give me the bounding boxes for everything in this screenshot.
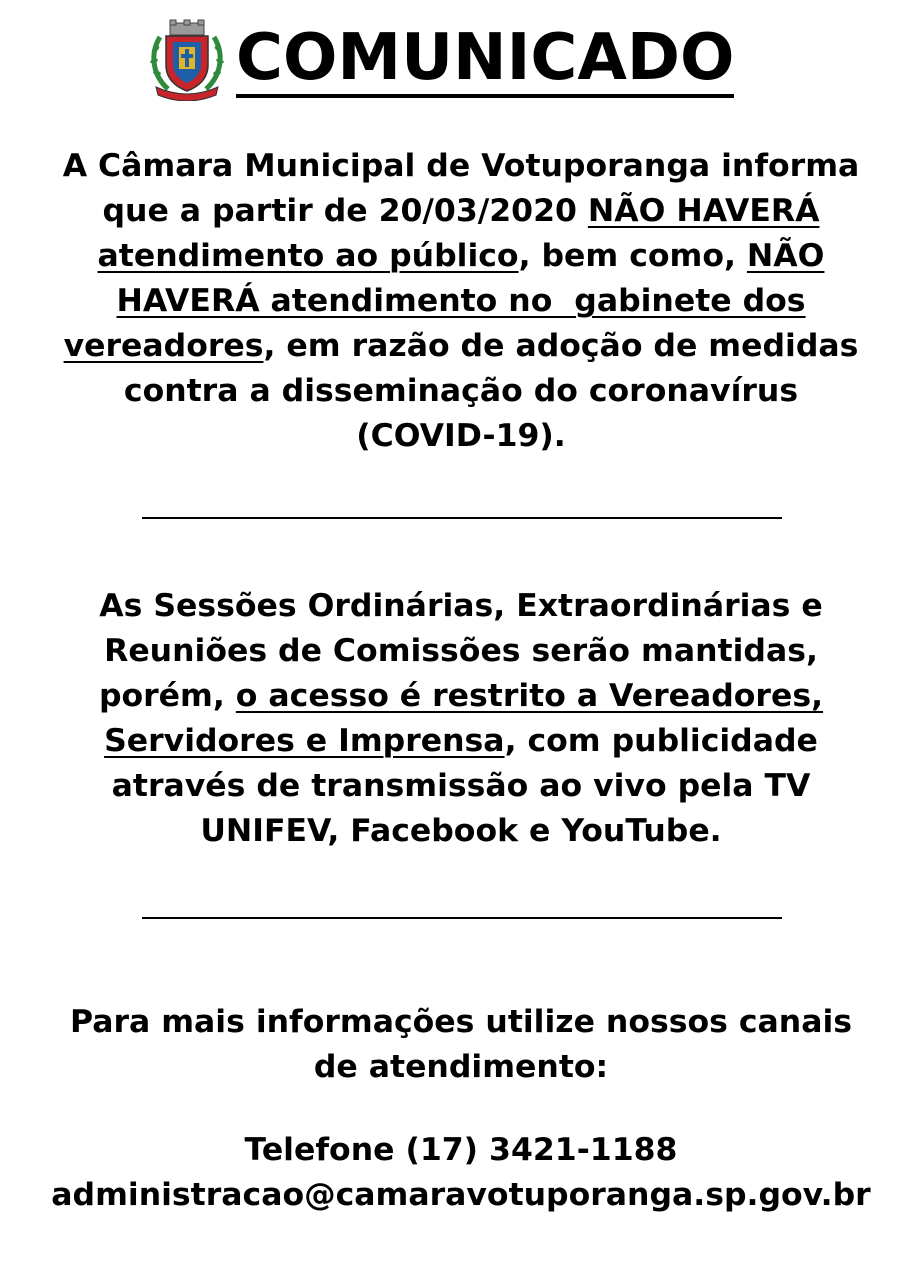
emphasis-text: HAVERÁ atendimento no gabinete dos: [116, 283, 806, 319]
divider: [142, 517, 782, 519]
sessions-line: UNIFEV, Facebook e YouTube.: [200, 813, 722, 849]
emphasis-text: atendimento ao público: [97, 238, 519, 274]
email-address: administracao@camaravotuporanga.sp.gov.br: [51, 1177, 871, 1213]
contact-details: [20, 1128, 902, 1218]
sessions-line: porém, o acesso é restrito a Vereadores,: [98, 678, 824, 714]
divider: [142, 917, 782, 919]
notice-line: A Câmara Municipal de Votuporanga informa: [62, 148, 860, 184]
emphasis-text: Servidores e Imprensa: [104, 723, 505, 759]
notice-line: [20, 279, 902, 324]
contact-line: de atendimento:: [313, 1049, 609, 1085]
page-title: COMUNICADO: [236, 22, 734, 98]
emphasis-text: NÃO: [746, 238, 825, 274]
emphasis-text: NÃO HAVERÁ: [587, 193, 820, 229]
notice-line: vereadores, em razão de adoção de medidas: [63, 328, 859, 364]
header: [146, 18, 734, 102]
contact-line: Para mais informações utilize nossos canais: [69, 1004, 853, 1040]
sessions-line: Reuniões de Comissões serão mantidas,: [104, 633, 818, 669]
notice-paragraph: [20, 144, 902, 459]
phone-number: Telefone (17) 3421-1188: [244, 1132, 678, 1168]
notice-line: (COVID-19).: [356, 418, 566, 454]
municipal-coat-of-arms-icon: [146, 19, 228, 101]
sessions-paragraph: [20, 584, 902, 854]
notice-line: atendimento ao público, bem como, NÃO: [97, 238, 825, 274]
sessions-line: As Sessões Ordinárias, Extraordinárias e: [99, 588, 823, 624]
notice-line: que a partir de 20/03/2020 NÃO HAVERÁ: [102, 193, 820, 229]
sessions-line: Servidores e Imprensa, com publicidade: [104, 723, 818, 759]
emphasis-text: vereadores: [63, 328, 264, 364]
sessions-line: através de transmissão ao vivo pela TV: [111, 768, 811, 804]
notice-line: contra a disseminação do coronavírus: [123, 373, 799, 409]
contact-intro: [20, 1000, 902, 1090]
emphasis-text: o acesso é restrito a Vereadores,: [235, 678, 824, 714]
